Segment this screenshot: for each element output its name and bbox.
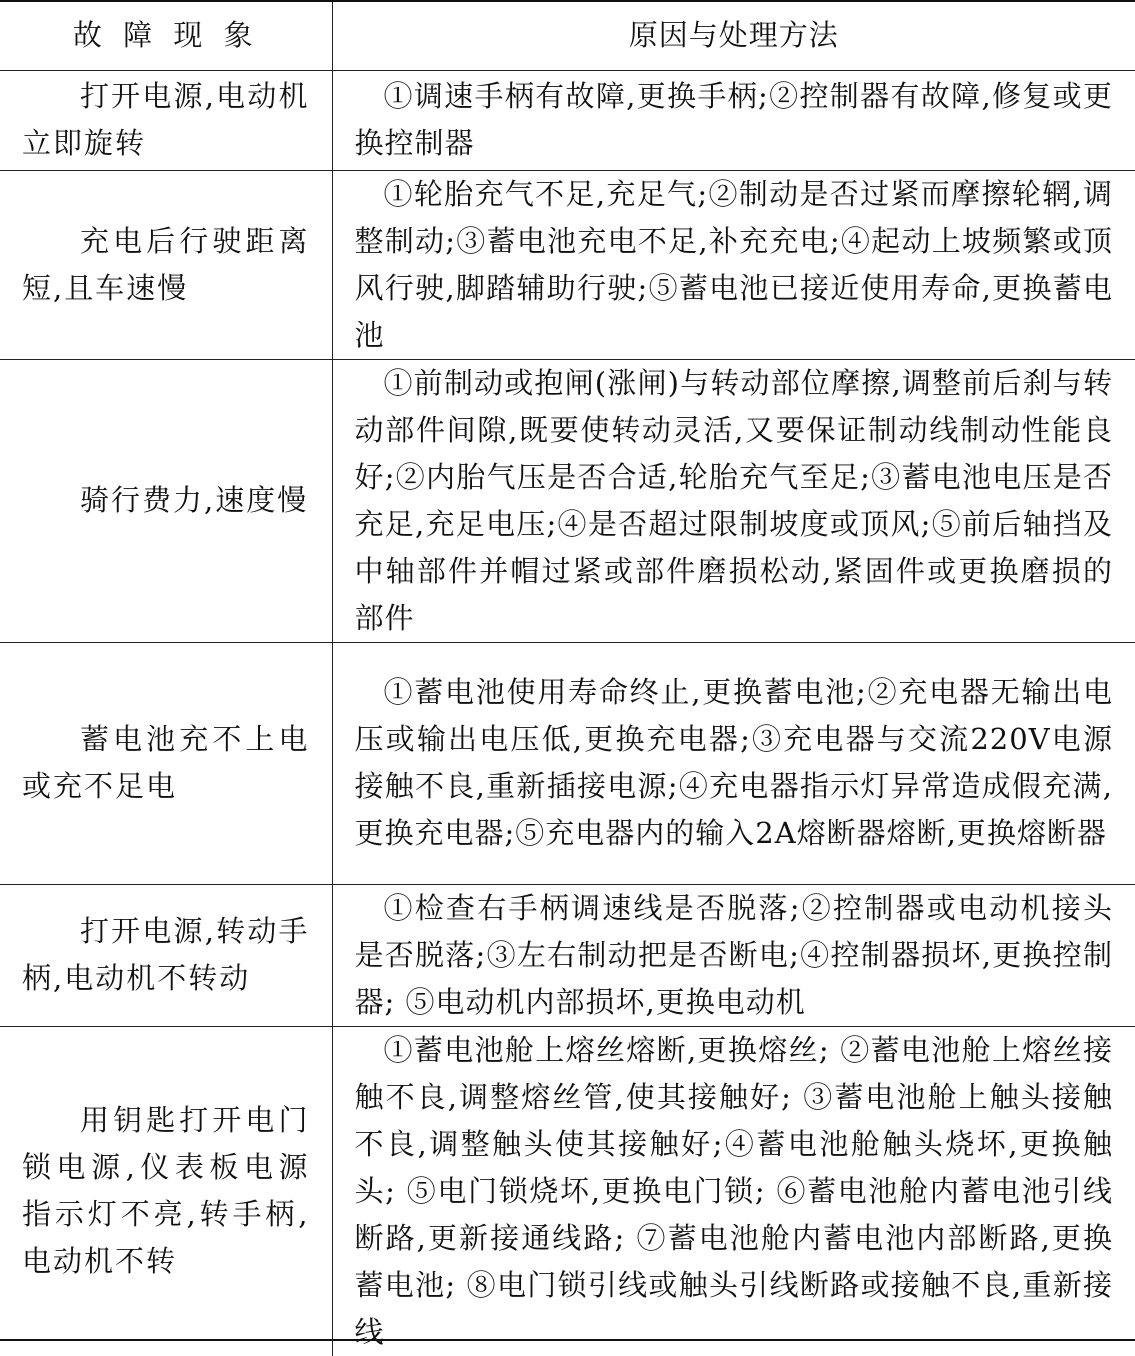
remedy-cell: ①检查右手柄调速线是否脱落;②控制器或电动机接头是否脱落;③左右制动把是否断电;④控制器损坏,更换控制器; ⑤电动机内部损坏,更换电动机: [332, 884, 1135, 1026]
symptom-cell: 打开电源,转动手柄,电动机不转动: [0, 884, 332, 1026]
remedy-cell: ①调速手柄有故障,更换手柄;②控制器有故障,修复或更换控制器: [332, 70, 1135, 170]
table-row: [0, 359, 1135, 642]
header-symptom: 故 障 现 象: [0, 2, 332, 70]
table-row: [0, 642, 1135, 884]
header-remedy: 原因与处理方法: [332, 2, 1135, 70]
remedy-cell: ①前制动或抱闸(涨闸)与转动部位摩擦,调整前后刹与转动部件间隙,既要使转动灵活,又要保证制动线制动性能良好;②内胎气压是否合适,轮胎充气至足;③蓄电池电压是否充足,充足电压;④是否超过限制坡度或顶风;⑤前后轴挡及中轴部件并帽过紧或部件磨损松动,紧固件或更换磨损的部件: [332, 359, 1135, 642]
symptom-cell: 骑行费力,速度慢: [0, 359, 332, 642]
remedy-cell: ①蓄电池使用寿命终止,更换蓄电池;②充电器无输出电压或输出电压低,更换充电器;③充电器与交流220V电源接触不良,重新插接电源;④充电器指示灯异常造成假充满,更换充电器;⑤充电器内的输入2A熔断器熔断,更换熔断器: [332, 642, 1135, 884]
remedy-cell: ①蓄电池舱上熔丝熔断,更换熔丝; ②蓄电池舱上熔丝接触不良,调整熔丝管,使其接触好; ③蓄电池舱上触头接触不良,调整触头使其接触好;④蓄电池舱触头烧坏,更换触头; ⑤电门锁烧坏,更换电门锁; ⑥蓄电池舱内蓄电池引线断路,更新接通线路; ⑦蓄电池舱内蓄电池内部断路,更换蓄电池; ⑧电门锁引线或触头引线断路或接触不良,重新接线: [332, 1026, 1135, 1356]
table-row: [0, 884, 1135, 1026]
header-row: [0, 2, 1135, 70]
table-row: [0, 70, 1135, 170]
symptom-cell: 打开电源,电动机立即旋转: [0, 70, 332, 170]
table-row: [0, 1026, 1135, 1356]
table-row: [0, 170, 1135, 359]
symptom-cell: 用钥匙打开电门锁电源,仪表板电源指示灯不亮,转手柄,电动机不转: [22, 1103, 310, 1278]
remedy-cell: ①轮胎充气不足,充足气;②制动是否过紧而摩擦轮辋,调整制动;③蓄电池充电不足,补充充电;④起动上坡频繁或顶风行驶,脚踏辅助行驶;⑤蓄电池已接近使用寿命,更换蓄电池: [332, 170, 1135, 359]
symptom-cell: 充电后行驶距离短,且车速慢: [0, 170, 332, 359]
symptom-cell: 蓄电池充不上电或充不足电: [0, 642, 332, 884]
fault-table: [0, 2, 1135, 1356]
